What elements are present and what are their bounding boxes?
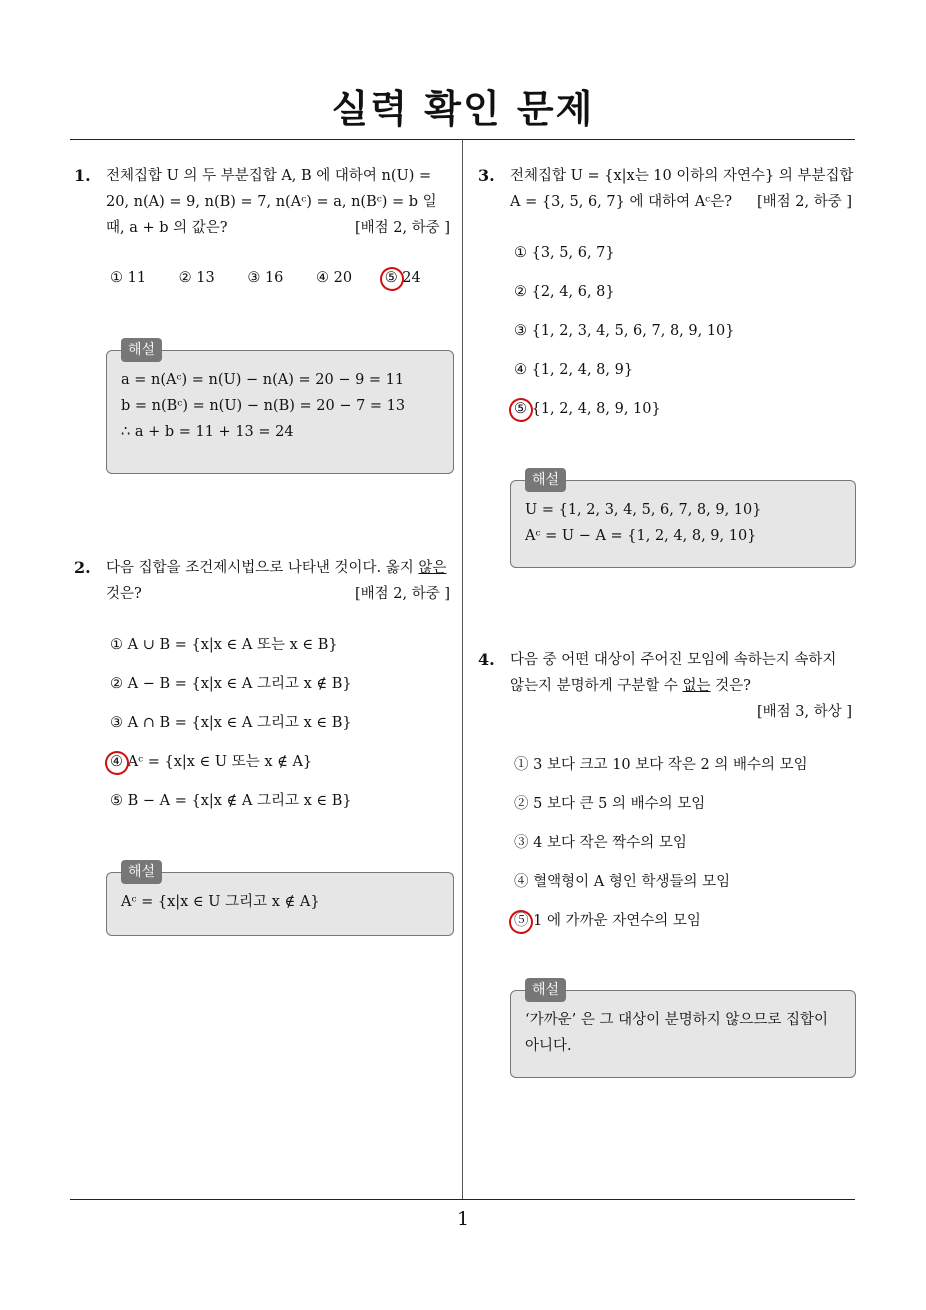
- choice-selected[interactable]: ⑤ {1, 2, 4, 8, 9, 10}: [514, 401, 661, 417]
- choice[interactable]: ① A ∪ B = {x|x ∈ A 또는 x ∈ B}: [110, 637, 338, 653]
- choice[interactable]: ② {2, 4, 6, 8}: [514, 284, 615, 300]
- question-meta: [배점 2, 하중 ]: [354, 586, 450, 602]
- page-title: 실력 확인 문제: [331, 87, 595, 131]
- solution-label: 해설: [121, 860, 162, 884]
- solution-line: U = {1, 2, 3, 4, 5, 6, 7, 8, 9, 10}: [525, 502, 762, 518]
- choice[interactable]: ① 3 보다 크고 10 보다 작은 2 의 배수의 모임: [514, 757, 808, 773]
- question-text-line: 전체집합 U 의 두 부분집합 A, B 에 대하여 n(U) =: [106, 168, 432, 184]
- choice[interactable]: ③ A ∩ B = {x|x ∈ A 그리고 x ∈ B}: [110, 715, 352, 731]
- choice-selected[interactable]: ④ Aᶜ = {x|x ∈ U 또는 x ∉ A}: [110, 754, 313, 770]
- question-text-line: 다음 중 어떤 대상이 주어진 모임에 속하는지 속하지: [510, 652, 837, 668]
- solution-line: Aᶜ = U − A = {1, 2, 4, 8, 9, 10}: [525, 528, 757, 544]
- choice[interactable]: ① {3, 5, 6, 7}: [514, 245, 615, 261]
- question-text-line: 다음 집합을 조건제시법으로 나타낸 것이다. 옳지 않은: [106, 560, 447, 576]
- question-text-line: 때, a + b 의 값은?: [106, 220, 228, 236]
- question-1: [74, 163, 454, 241]
- solution-line: ∴ a + b = 11 + 13 = 24: [121, 424, 294, 440]
- question-number: 4.: [478, 650, 495, 669]
- question-text-line: 전체집합 U = {x|x는 10 이하의 자연수} 의 부분집합: [510, 168, 854, 184]
- question-text-line: 않는지 분명하게 구분할 수 없는 것은?: [510, 678, 751, 694]
- page-number: 1: [456, 1208, 470, 1230]
- question-2: [74, 555, 454, 607]
- choice[interactable]: ③ 16: [247, 270, 284, 286]
- solution-label: 해설: [525, 978, 566, 1002]
- solution-box: [510, 982, 856, 1078]
- choice[interactable]: ③ {1, 2, 3, 4, 5, 6, 7, 8, 9, 10}: [514, 323, 735, 339]
- choice-selected[interactable]: ⑤ 24: [384, 270, 421, 286]
- solution-line: 아니다.: [525, 1038, 572, 1054]
- footer-rule: [70, 1199, 855, 1200]
- solution-box: [510, 472, 856, 568]
- solution-box: [106, 342, 454, 474]
- question-4: [478, 647, 856, 725]
- solution-line: a = n(Aᶜ) = n(U) − n(A) = 20 − 9 = 11: [121, 372, 405, 388]
- choice-selected[interactable]: ⑤ 1 에 가까운 자연수의 모임: [514, 913, 701, 929]
- question-text-line: 20, n(A) = 9, n(B) = 7, n(Aᶜ) = a, n(Bᶜ) = b 일: [106, 194, 437, 210]
- solution-box: [106, 864, 454, 936]
- solution-line: b = n(Bᶜ) = n(U) − n(B) = 20 − 7 = 13: [121, 398, 406, 414]
- solution-label: 해설: [525, 468, 566, 492]
- solution-line: Aᶜ = {x|x ∈ U 그리고 x ∉ A}: [121, 894, 320, 910]
- choice[interactable]: ④ 혈액형이 A 형인 학생들의 모임: [514, 874, 731, 890]
- choice[interactable]: ② 5 보다 큰 5 의 배수의 모임: [514, 796, 706, 812]
- question-meta: [배점 2, 하중 ]: [756, 194, 852, 210]
- question-meta: [배점 2, 하중 ]: [354, 220, 450, 236]
- choice[interactable]: ⑤ B − A = {x|x ∉ A 그리고 x ∈ B}: [110, 793, 352, 809]
- choices: [110, 632, 352, 827]
- question-meta: [배점 3, 하상 ]: [756, 704, 852, 720]
- solution-line: ‘가까운’ 은 그 대상이 분명하지 않으므로 집합이: [525, 1012, 829, 1028]
- solution-label: 해설: [121, 338, 162, 362]
- choice[interactable]: ④ {1, 2, 4, 8, 9}: [514, 362, 634, 378]
- question-number: 3.: [478, 166, 495, 185]
- choice[interactable]: ③ 4 보다 작은 짝수의 모임: [514, 835, 687, 851]
- question-text-line: A = {3, 5, 6, 7} 에 대하여 Aᶜ은?: [510, 194, 732, 210]
- choices: [514, 752, 808, 947]
- question-number: 1.: [74, 166, 91, 185]
- choice[interactable]: ① 11: [110, 270, 147, 286]
- choices: [514, 240, 735, 435]
- question-text-line: 것은?: [106, 586, 142, 602]
- choice[interactable]: ② A − B = {x|x ∈ A 그리고 x ∉ B}: [110, 676, 352, 692]
- question-3: [478, 163, 856, 215]
- choices: [110, 270, 449, 286]
- choice[interactable]: ④ 20: [316, 270, 353, 286]
- choice[interactable]: ② 13: [178, 270, 215, 286]
- column-divider: [462, 139, 463, 1199]
- question-number: 2.: [74, 558, 91, 577]
